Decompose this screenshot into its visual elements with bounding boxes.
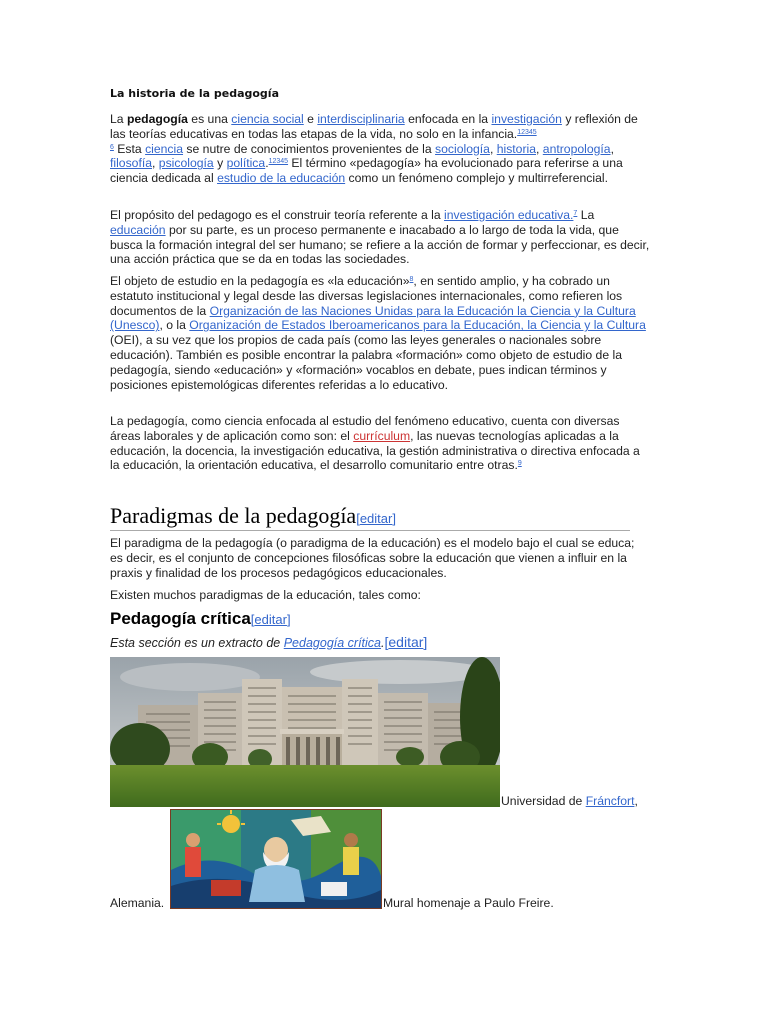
university-photo bbox=[110, 657, 500, 807]
reference-link[interactable]: 9 bbox=[517, 460, 522, 468]
link-ciencia[interactable]: ciencia bbox=[145, 141, 184, 156]
edit-link[interactable]: editar bbox=[359, 511, 393, 526]
link-unesco[interactable]: Organización de las Naciones Unidas para la Educación la Ciencia y la Cultura (Unesco) bbox=[110, 303, 636, 333]
link-historia[interactable]: historia bbox=[496, 141, 537, 156]
reference-link[interactable]: 7 bbox=[573, 210, 578, 217]
link-pedagogia-critica[interactable]: Pedagogía crítica bbox=[283, 636, 382, 650]
section-heading-paradigmas: Paradigmas de la pedagogía[editar] bbox=[110, 503, 630, 531]
link-oei[interactable]: Organización de Estados Iberoamericanos para la Educación, la Ciencia y la Cultura bbox=[189, 318, 646, 333]
link-estudio-educacion[interactable]: estudio de la educación bbox=[217, 171, 346, 186]
caption-mural: Mural homenaje a Paulo Freire. bbox=[383, 896, 554, 910]
edit-section: [editar] bbox=[356, 511, 396, 526]
link-politica[interactable]: política bbox=[226, 156, 266, 171]
link-interdisciplinaria[interactable]: interdisciplinaria bbox=[317, 112, 405, 126]
caption-alemania: Alemania. bbox=[110, 896, 165, 910]
subsection-heading-pedagogia-critica: Pedagogía crítica[editar] bbox=[110, 609, 291, 628]
paragraph-intro: La pedagogía es una ciencia social e interdisciplinaria enfocada en la investigación y reflexión de las teorías educativas en todas las etapas de la vida, no solo en la infancia.$^{12345}$ $^6$ Esta ciencia se nutre de conocimientos provenientes de la sociología, historia, antropología, filosofía, psicología y política.$^{12345}$ El término «pedagogía» ha evolucionado para referirse a una ciencia dedicada al estudio de la educación como un fenómeno complejo y multirreferencial. bbox=[110, 112, 638, 186]
term-bold: pedagogía bbox=[126, 112, 188, 126]
caption-universidad: Universidad de Fráncfort, bbox=[501, 794, 638, 808]
edit-link[interactable]: editar bbox=[254, 612, 287, 627]
edit-link[interactable]: editar bbox=[388, 634, 424, 650]
reference-link[interactable]: 8 bbox=[409, 276, 414, 283]
link-antropologia[interactable]: antropología bbox=[542, 141, 611, 156]
reference-link[interactable]: 6 bbox=[110, 143, 114, 151]
link-educacion[interactable]: educación bbox=[110, 222, 166, 237]
link-investigacion[interactable]: investigación bbox=[491, 112, 562, 126]
page-title: La historia de la pedagogía bbox=[110, 87, 279, 100]
reference-link[interactable]: 12345 bbox=[517, 128, 537, 136]
edit-section: [editar] bbox=[384, 634, 428, 650]
paragraph-objeto: El objeto de estudio en la pedagogía es «la educación»$^8$, en sentido amplio, y ha cobrado un estatuto institucional y legal desde las diversas legislaciones internacionales, como refieren los documentos de la Organización de las Naciones Unidas para la Educación la Ciencia y la Cultura (Unesco), o la Organización de Estados Iberoamericanos para la Educación, la Ciencia y la Cultura (OEI), a su vez que los propios de cada país (como las leyes generales o nacionales sobre educación). También es posible encontrar la palabra «formación» como objeto de estudio de la pedagogía, siendo «educación» y «formación» vocablos en debate, pues indican términos y posiciones epistemológicas diferentes referidas a lo educativo. bbox=[110, 274, 646, 392]
edit-section: [editar] bbox=[250, 612, 291, 627]
paragraph-existen: Existen muchos paradigmas de la educación, tales como: bbox=[110, 588, 421, 602]
link-psicologia[interactable]: psicología bbox=[158, 156, 214, 171]
paragraph-proposito: El propósito del pedagogo es el construir teoría referente a la investigación educativa.$^7$ La educación por su parte, es un proceso permanente e inacabado a lo largo de toda la vida, que busca la formación integral del ser humano; se refiere a la acción de formar y perfeccionar, es decir, una acción práctica que se da en todas las sociedades. bbox=[110, 208, 650, 267]
link-filosofia[interactable]: filosofía bbox=[110, 156, 153, 171]
reference-link[interactable]: 12345 bbox=[268, 158, 289, 166]
mural-image bbox=[170, 809, 382, 909]
excerpt-note: Esta sección es un extracto de Pedagogía crítica.[editar] bbox=[110, 634, 428, 650]
link-investigacion-educativa[interactable]: investigación educativa. bbox=[444, 208, 574, 222]
paragraph-paradigma: El paradigma de la pedagogía (o paradigma de la educación) es el modelo bajo el cual se educa; es decir, es el conjunto de concepciones filosóficas sobre la educación que vienen a influir en la praxis y finalidad de los procesos pedagógicos educacionales. bbox=[110, 536, 635, 580]
link-francfort[interactable]: Fráncfort bbox=[585, 794, 635, 808]
link-curriculum[interactable]: currículum bbox=[353, 428, 411, 443]
link-sociologia[interactable]: sociología bbox=[435, 141, 490, 156]
link-ciencia-social[interactable]: ciencia social bbox=[231, 112, 304, 126]
paragraph-areas: La pedagogía, como ciencia enfocada al estudio del fenómeno educativo, cuenta con diversas áreas laborales y de aplicación como son: el currículum, las nuevas tecnologías aplicadas a la educación, la docencia, la investigación educativa, la gestión administrativa o directiva enfocada a la educación, la orientación educativa, el desarrollo comunitario entre otras.$^9$ bbox=[110, 414, 640, 473]
